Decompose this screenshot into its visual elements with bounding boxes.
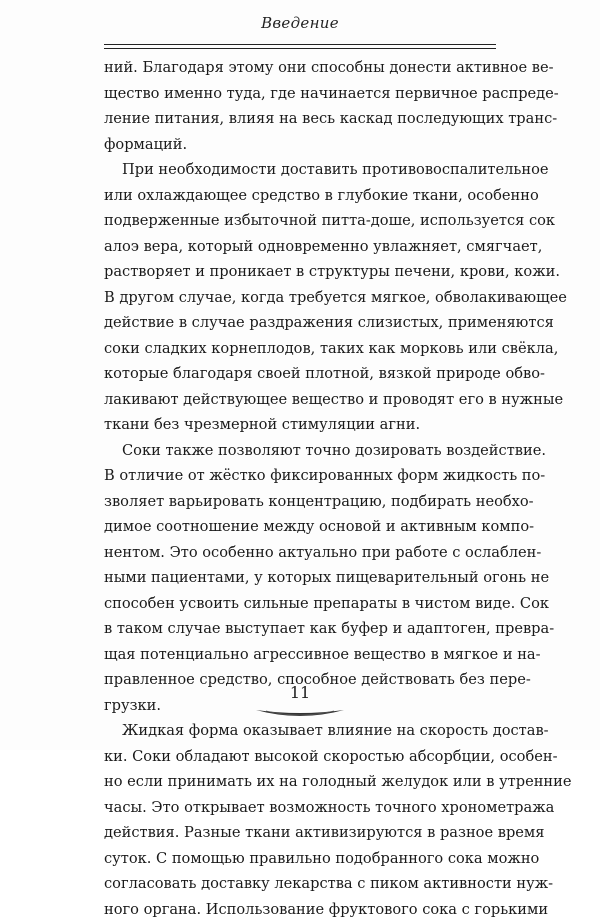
paragraph <box>104 55 496 157</box>
header-rule-thick <box>104 44 496 45</box>
text-line: В отличие от жёстко фиксированных форм жидкость по- <box>104 463 496 489</box>
text-line: в таком случае выступает как буфер и адаптоген, превра- <box>104 616 496 642</box>
text-line: При необходимости доставить противовоспалительное <box>104 157 496 183</box>
text-line: В другом случае, когда требуется мягкое, обволакивающее <box>104 285 496 311</box>
text-line: ного органа. Использование фруктового сока с горькими <box>104 897 496 922</box>
text-line: часы. Это открывает возможность точного хронометража <box>104 795 496 821</box>
text-line: подверженные избыточной питта-доше, используется сок <box>104 208 496 234</box>
text-line: действия. Разные ткани активизируются в разное время <box>104 820 496 846</box>
text-line: ными пациентами, у которых пищеварительный огонь не <box>104 565 496 591</box>
text-line: щество именно туда, где начинается первичное распреде- <box>104 81 496 107</box>
text-line: но если принимать их на голодный желудок или в утренние <box>104 769 496 795</box>
text-line: ки. Соки обладают высокой скоростью абсорбции, особен- <box>104 744 496 770</box>
text-line: ление питания, влияя на весь каскад последующих транс- <box>104 106 496 132</box>
text-line: Соки также позволяют точно дозировать воздействие. <box>104 438 496 464</box>
paragraph <box>104 718 496 922</box>
text-line: щая потенциально агрессивное вещество в мягкое и на- <box>104 642 496 668</box>
text-line: зволяет варьировать концентрацию, подбирать необхо- <box>104 489 496 515</box>
paragraph <box>104 438 496 719</box>
text-line: димое соотношение между основой и активным компо- <box>104 514 496 540</box>
text-line: или охлаждающее средство в глубокие ткани, особенно <box>104 183 496 209</box>
text-line: действие в случае раздражения слизистых, применяются <box>104 310 496 336</box>
text-line: ткани без чрезмерной стимуляции агни. <box>104 412 496 438</box>
body-text <box>104 55 496 922</box>
text-line: Жидкая форма оказывает влияние на скорость достав- <box>104 718 496 744</box>
text-line: соки сладких корнеплодов, таких как морковь или свёкла, <box>104 336 496 362</box>
text-line: алоэ вера, который одновременно увлажняет, смягчает, <box>104 234 496 260</box>
text-line: суток. С помощью правильно подобранного сока можно <box>104 846 496 872</box>
text-line: формаций. <box>104 132 496 158</box>
text-line: растворяет и проникает в структуры печени, крови, кожи. <box>104 259 496 285</box>
paragraph <box>104 157 496 438</box>
text-line: правленное средство, способное действовать без пере- <box>104 667 496 693</box>
text-line: ний. Благодаря этому они способны донести активное ве- <box>104 55 496 81</box>
text-line: грузки. <box>104 693 496 719</box>
text-line: способен усвоить сильные препараты в чистом виде. Сок <box>104 591 496 617</box>
running-header-title: Введение <box>0 14 600 32</box>
page-number: 11 <box>0 683 600 702</box>
header-rule-thin <box>104 48 496 49</box>
text-line: которые благодаря своей плотной, вязкой природе обво- <box>104 361 496 387</box>
footer-ornament-icon <box>254 706 346 720</box>
text-line: согласовать доставку лекарства с пиком активности нуж- <box>104 871 496 897</box>
text-line: нентом. Это особенно актуально при работе с ослаблен- <box>104 540 496 566</box>
text-line: лакивают действующее вещество и проводят его в нужные <box>104 387 496 413</box>
